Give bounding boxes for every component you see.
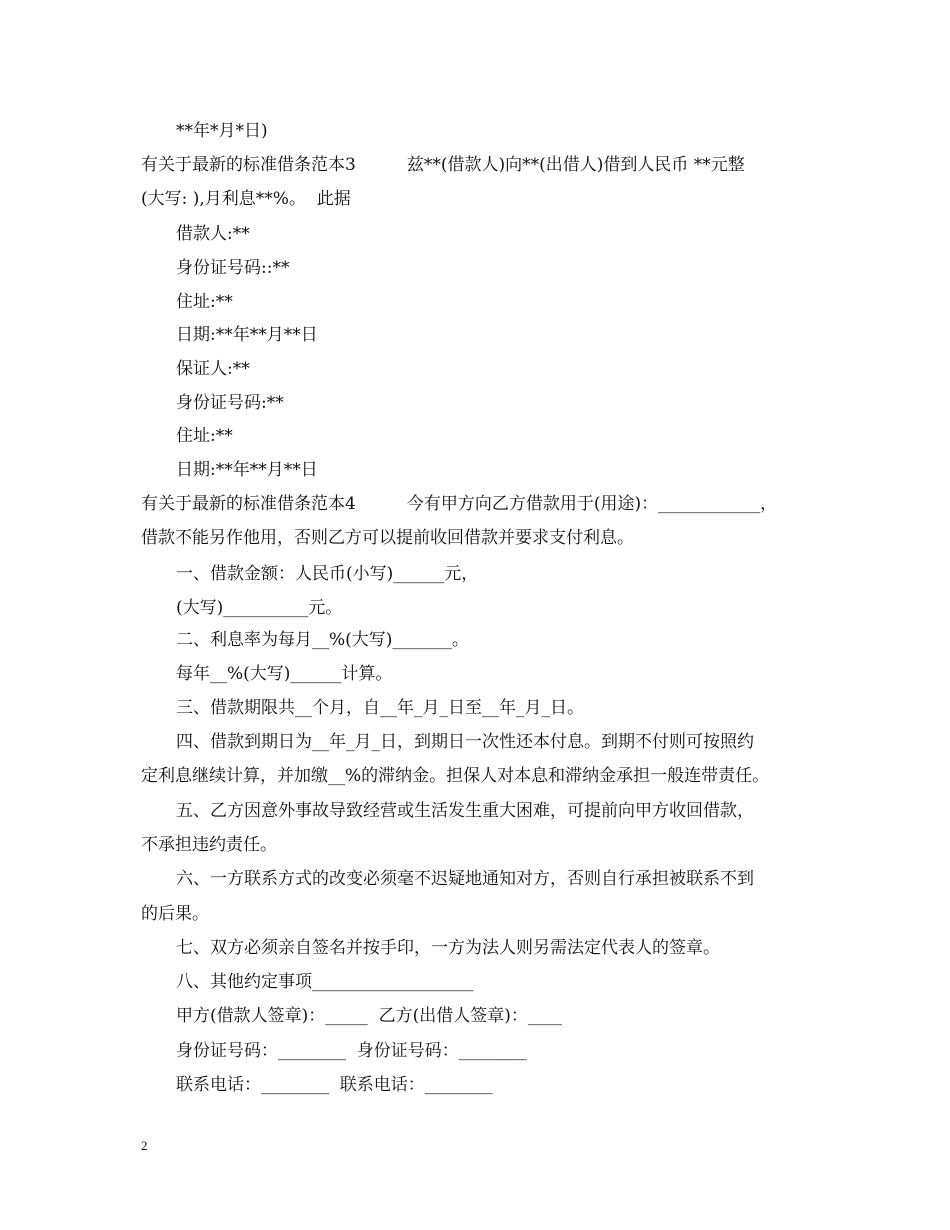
- borrower-id-line: 身份证号码::**: [176, 258, 290, 278]
- clause-5-continued-line: 不承担违约责任。: [141, 835, 277, 855]
- clause-8-line: 八、其他约定事项___________________: [176, 972, 474, 992]
- clause-7-line: 七、双方必须亲自签名并按手印，一方为法人则另需法定代表人的签章。: [176, 938, 720, 958]
- id-number-line: 身份证号码：________ 身份证号码：________: [176, 1041, 527, 1061]
- sample3-body-line: (大写: ),月利息**%。 此据: [141, 189, 351, 209]
- clause-1-capital-line: (大写)__________元。: [176, 598, 343, 618]
- guarantor-date-line: 日期:**年**月**日: [176, 460, 318, 480]
- clause-4-continued-line: 定利息继续计算，并加缴__%的滞纳金。担保人对本息和滞纳金承担一般连带责任。: [141, 766, 770, 786]
- clause-6-line: 六、一方联系方式的改变必须毫不迟疑地通知对方，否则自行承担被联系不到: [176, 869, 754, 889]
- sample4-body-line: 借款不能另作他用，否则乙方可以提前收回借款并要求支付利息。: [141, 528, 634, 548]
- clause-3-line: 三、借款期限共__个月，自__年_月_日至__年_月_日。: [176, 698, 584, 718]
- guarantor-line: 保证人:**: [176, 359, 250, 379]
- guarantor-address-line: 住址:**: [176, 426, 233, 446]
- page-number: 2: [141, 1138, 148, 1153]
- clause-1-line: 一、借款金额：人民币(小写)______元，: [176, 564, 479, 584]
- clause-2-line: 二、利息率为每月__%(大写)_______。: [176, 630, 469, 650]
- clause-4-line: 四、借款到期日为__年_月_日，到期日一次性还本付息。到期不付则可按照约: [176, 732, 754, 752]
- phone-line: 联系电话：________ 联系电话：________: [176, 1075, 493, 1095]
- sample3-heading-line: 有关于最新的标准借条范本3 兹**(借款人)向**(出借人)借到人民币 **元整: [141, 155, 745, 175]
- borrower-address-line: 住址:**: [176, 292, 233, 312]
- guarantor-id-line: 身份证号码:**: [176, 393, 284, 413]
- sample4-heading-line: 有关于最新的标准借条范本4 今有甲方向乙方借款用于(用途)：____________，: [141, 494, 778, 514]
- borrower-date-line: 日期:**年**月**日: [176, 325, 318, 345]
- clause-2-yearly-line: 每年__%(大写)______计算。: [176, 664, 393, 684]
- clause-6-continued-line: 的后果。: [141, 904, 209, 924]
- borrower-line: 借款人:**: [176, 224, 250, 244]
- date-line: **年*月*日): [176, 121, 268, 141]
- clause-5-line: 五、乙方因意外事故导致经营或生活发生重大困难，可提前向甲方收回借款，: [176, 801, 754, 821]
- signature-line: 甲方(借款人签章)：_____ 乙方(出借人签章)：____: [176, 1006, 562, 1026]
